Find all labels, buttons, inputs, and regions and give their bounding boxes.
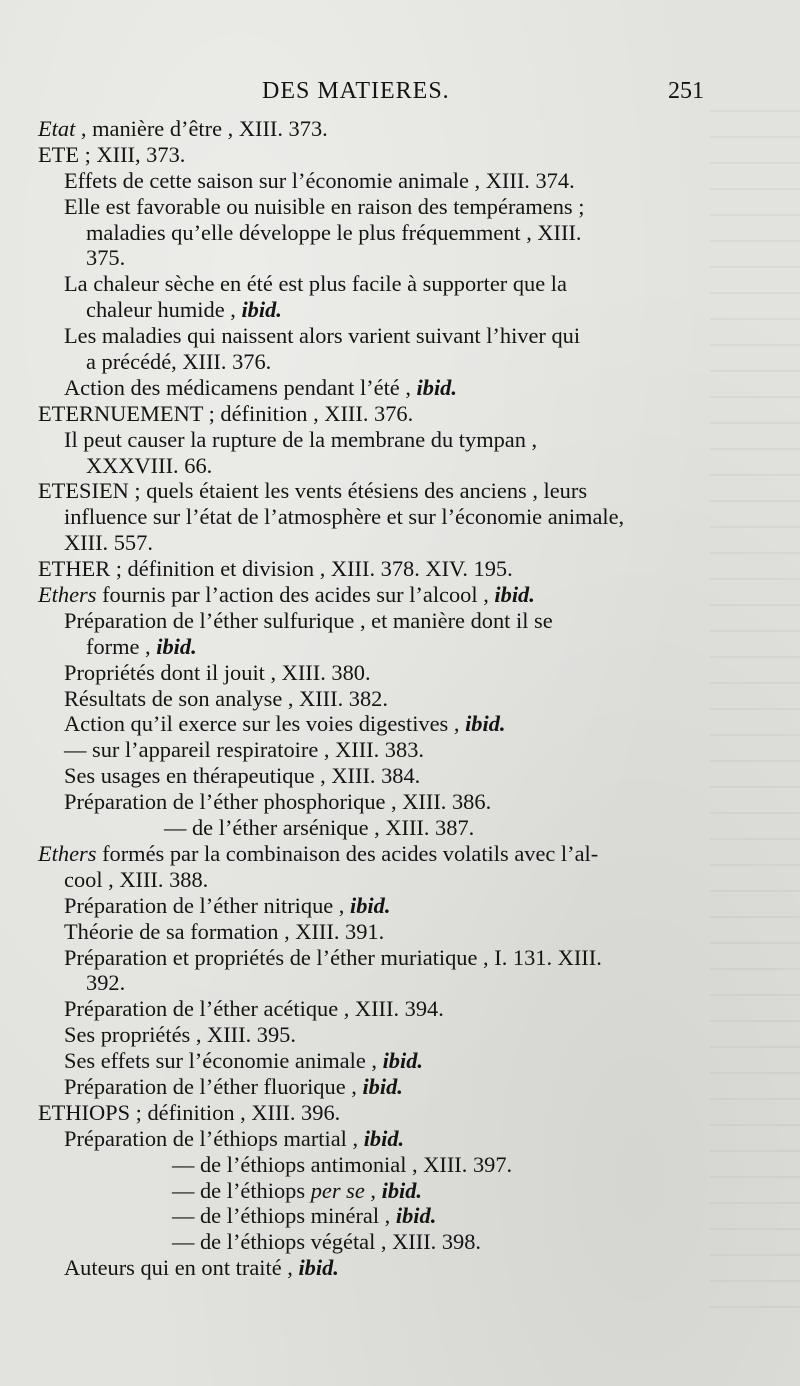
entry-text: Préparation de l’éther acétique , XIII. 394. [64, 996, 444, 1022]
index-subentry-line [38, 194, 718, 220]
index-subentry-line [38, 919, 718, 945]
entry-text: ETHER ; définition et division , XIII. 378. XIV. 195. [38, 556, 513, 582]
entry-text: 392. [86, 970, 126, 996]
entry-text: Elle est favorable ou nuisible en raison des tempéramens ; [64, 193, 585, 219]
entry-text: a précédé, XIII. 376. [86, 349, 272, 375]
index-subentry-line [38, 1126, 718, 1152]
entry-text: — de l’éther arsénique , XIII. 387. [164, 815, 475, 841]
ibid-reference: ibid. [298, 1255, 339, 1281]
index-heading-line [38, 1100, 718, 1126]
index-subentry-line [38, 1152, 718, 1178]
ibid-reference: ibid. [494, 582, 535, 608]
page-header [0, 78, 800, 112]
entry-text: XIII. 557. [64, 530, 153, 556]
entry-text: Ethers [38, 582, 97, 608]
index-subentry-line [38, 1255, 718, 1281]
entry-text: chaleur humide , [86, 297, 242, 323]
ibid-reference: ibid. [156, 633, 197, 659]
ibid-reference: ibid. [241, 297, 282, 323]
index-heading-line [38, 116, 718, 142]
entry-text: La chaleur sèche en été est plus facile à supporter que la [64, 271, 567, 297]
index-subentry-line [38, 996, 718, 1022]
entry-text: , manière d’être , XIII. 373. [75, 116, 328, 141]
index-subentry-line [38, 970, 718, 996]
entry-text: Ses effets sur l’économie animale , [64, 1048, 383, 1074]
entry-text: , [364, 1177, 382, 1203]
entry-text: per se [310, 1177, 365, 1203]
entry-text: fournis par l’action des acides sur l’alcool , [96, 582, 495, 608]
entry-text: Etat [38, 116, 76, 141]
index-subentry-line [38, 349, 718, 375]
entry-text: ETESIEN ; quels étaient les vents étésiens des anciens , leurs [38, 478, 588, 504]
index-subentry-line [38, 634, 718, 660]
index-subentry-line [38, 1048, 718, 1074]
index-subentry-line [38, 530, 718, 556]
entry-text: Résultats de son analyse , XIII. 382. [64, 685, 388, 711]
entry-text: influence sur l’état de l’atmosphère et sur l’économie animale, [64, 504, 625, 530]
entry-text: XXXVIII. 66. [86, 452, 213, 478]
index-heading-line [38, 142, 718, 168]
entry-text: Préparation de l’éthiops martial , [64, 1125, 364, 1151]
ibid-reference: ibid. [395, 1203, 437, 1229]
entry-text: — de l’éthiops végétal , XIII. 398. [172, 1229, 482, 1255]
index-subentry-line [38, 893, 718, 919]
ibid-reference: ibid. [362, 1073, 403, 1099]
page-number: 251 [668, 78, 704, 104]
index-subentry-line [38, 271, 718, 297]
index-subentry-line [38, 815, 718, 841]
index-subentry-line [38, 168, 718, 194]
entry-text: Ses propriétés , XIII. 395. [64, 1022, 296, 1048]
index-subentry-line [38, 245, 718, 271]
index-subentry-line [38, 1074, 718, 1100]
ibid-reference: ibid. [350, 892, 391, 918]
entry-text: Action des médicamens pendant l’été , [64, 374, 417, 400]
index-subentry-line [38, 220, 718, 246]
index-subentry-line [38, 711, 718, 737]
entry-text: Préparation de l’éther sulfurique , et manière dont il se [64, 607, 553, 633]
show-through-text [710, 110, 800, 1310]
entry-text: — sur l’appareil respiratoire , XIII. 383. [64, 737, 424, 763]
entry-text: forme , [86, 633, 157, 659]
entry-text: Préparation et propriétés de l’éther muriatique , I. 131. XIII. [64, 944, 602, 970]
ibid-reference: ibid. [363, 1125, 405, 1151]
index-heading-line [38, 401, 718, 427]
ibid-reference: ibid. [465, 711, 506, 737]
entry-text: Il peut causer la rupture de la membrane du tympan , [64, 426, 538, 452]
entry-text: 375. [86, 245, 126, 271]
index-subentry-line [38, 297, 718, 323]
entry-text: formés par la combinaison des acides volatils avec l’al- [96, 840, 599, 866]
entry-text: ETERNUEMENT ; définition , XIII. 376. [38, 400, 414, 426]
entry-text: ETE ; XIII, 373. [38, 141, 186, 167]
entry-text: Ethers [38, 840, 97, 866]
index-subentry-line [38, 763, 718, 789]
index-subentry-line [38, 375, 718, 401]
index-subentry-line [38, 504, 718, 530]
index-subentry-line [38, 945, 718, 971]
index-subentry-line [38, 789, 718, 815]
entry-text: Ses usages en thérapeutique , XIII. 384. [64, 763, 421, 789]
index-subentry-line [38, 1203, 718, 1229]
index-heading-line [38, 841, 718, 867]
index-subentry-line [38, 1229, 718, 1255]
index-subentry-line [38, 427, 718, 453]
index-heading-line [38, 582, 718, 608]
entry-text: cool , XIII. 388. [64, 866, 209, 892]
running-title: DES MATIERES. [262, 78, 450, 104]
index-subentry-line [38, 686, 718, 712]
ibid-reference: ibid. [381, 1177, 423, 1203]
entry-text: Préparation de l’éther nitrique , [64, 892, 350, 918]
index-heading-line [38, 478, 718, 504]
entry-text: — de l’éthiops antimonial , XIII. 397. [172, 1151, 513, 1177]
entry-text: Préparation de l’éther phosphorique , XIII. 386. [64, 789, 492, 815]
entry-text: ETHIOPS ; définition , XIII. 396. [38, 1099, 341, 1125]
entry-text: Les maladies qui naissent alors varient suivant l’hiver qui [64, 323, 581, 349]
entry-text: Effets de cette saison sur l’économie animale , XIII. 374. [64, 167, 575, 193]
entry-text: — de l’éthiops [172, 1177, 311, 1203]
index-subentry-line [38, 737, 718, 763]
ibid-reference: ibid. [382, 1048, 423, 1074]
entry-text: Théorie de sa formation , XIII. 391. [64, 918, 385, 944]
entry-text: Auteurs qui en ont traité , [64, 1255, 299, 1281]
index-subentry-line [38, 323, 718, 349]
index-subentry-line [38, 608, 718, 634]
index-subentry-line [38, 453, 718, 479]
index-subentry-line [38, 1178, 718, 1204]
index-heading-line [38, 556, 718, 582]
entry-text: Préparation de l’éther fluorique , [64, 1073, 363, 1099]
index-subentry-line [38, 867, 718, 893]
ibid-reference: ibid. [416, 374, 457, 400]
index-entries [38, 116, 718, 1281]
index-subentry-line [38, 660, 718, 686]
entry-text: Action qu’il exerce sur les voies digestives , [64, 711, 466, 737]
entry-text: Propriétés dont il jouit , XIII. 380. [64, 659, 371, 685]
index-subentry-line [38, 1022, 718, 1048]
entry-text: maladies qu’elle développe le plus fréquemment , XIII. [86, 219, 582, 245]
entry-text: — de l’éthiops minéral , [172, 1203, 396, 1229]
